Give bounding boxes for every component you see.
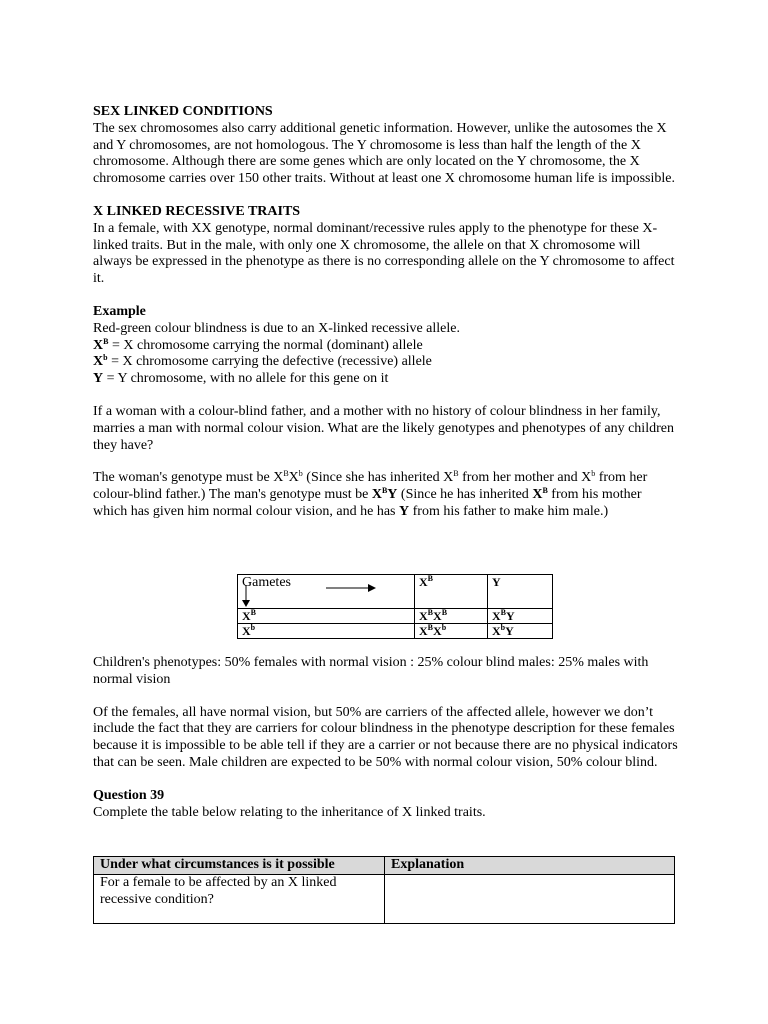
females-note: Of the females, all have normal vision, but 50% are carriers of the affected allele, however we don’t include the fact that they are carriers for colour blindness in the phenotype description for these females because it is impossible to be able tell if they are a carrier or not because there are no physical indicators that can be seen. Male children are expected to be 50% with normal colour vision, 50% colour blind. bbox=[93, 704, 678, 770]
header-explanation: Explanation bbox=[385, 857, 675, 875]
cell-xb-y: $X^BY$ bbox=[488, 609, 553, 624]
legend-recessive: $X^b = X$ chromosome carrying the defective (recessive) allele bbox=[93, 353, 432, 370]
document-page bbox=[93, 104, 678, 521]
row-header-xlow: $X^b$ bbox=[238, 624, 415, 639]
example-scenario: If a woman with a colour-blind father, and a mother with no history of colour blindness in her family, marries a man with normal colour vision. What are the likely genotypes and phenotypes of any children they have? bbox=[93, 403, 674, 453]
column-header-xb: $X^B$ bbox=[415, 575, 488, 609]
cell-xlow-y: $X^bY$ bbox=[488, 624, 553, 639]
gametes-corner-cell bbox=[238, 575, 415, 609]
punnett-square bbox=[237, 574, 553, 639]
arrow-right-icon bbox=[324, 582, 380, 594]
genotype-paragraph: The woman's genotype must be $X^BX^b$ (Since she has inherited $X^B$ from her mother and $X^b$ from her colour-blind father.) The man's genotype must be $X^BY$ (Since he has inherited $X^B$ from his mother which has given him normal colour vision, and he has Y from his father to make him male.) bbox=[93, 469, 648, 519]
legend-dominant: $X^B = X$ chromosome carrying the normal (dominant) allele bbox=[93, 336, 423, 353]
sex-linked-heading: SEX LINKED CONDITIONS bbox=[93, 104, 273, 119]
example-intro: Red-green colour blindness is due to an X-linked recessive allele. bbox=[93, 320, 460, 336]
header-circumstances: Under what circumstances is it possible bbox=[94, 857, 385, 875]
example-heading: Example bbox=[93, 303, 146, 319]
arrow-down-icon bbox=[240, 583, 252, 609]
sex-linked-body: The sex chromosomes also carry additional genetic information. However, unlike the autosomes the X and Y chromosomes, are not homologous. The Y chromosome is less than half the length of the X chromosome. Although there are some genes which are only located on the Y chromosome, the X chromosome carries over 150 other traits. Without at least one X chromosome human life is impossible. bbox=[93, 120, 675, 187]
circumstance-cell: For a female to be affected by an X linked recessive condition? bbox=[94, 874, 385, 923]
x-linked-body: In a female, with XX genotype, normal dominant/recessive rules apply to the phenotype for these X-linked traits. But in the male, with only one X chromosome, the allele on that X chromosome will always be expressed in the phenotype as there is no corresponding allele on the Y chromosome to affect it. bbox=[93, 220, 675, 287]
question-table bbox=[93, 856, 675, 924]
cell-xb-xb: $X^BX^B$ bbox=[415, 609, 488, 624]
document-page-continued bbox=[93, 655, 678, 821]
children-phenotypes: Children's phenotypes: 50% females with normal vision : 25% colour blind males: 25% males with normal vision bbox=[93, 655, 649, 687]
x-linked-heading: X LINKED RECESSIVE TRAITS bbox=[93, 203, 301, 219]
column-header-y: Y bbox=[488, 575, 553, 609]
question-heading: Question 39 bbox=[93, 787, 165, 803]
legend-y: Y = Y chromosome, with no allele for this gene on it bbox=[93, 371, 389, 387]
cell-xb-xlow: $X^BX^b$ bbox=[415, 624, 488, 639]
explanation-answer-cell[interactable] bbox=[385, 874, 675, 923]
question-prompt: Complete the table below relating to the inheritance of X linked traits. bbox=[93, 804, 486, 820]
row-header-xb: $X^B$ bbox=[238, 609, 415, 624]
gametes-label: Gametes bbox=[242, 575, 291, 590]
